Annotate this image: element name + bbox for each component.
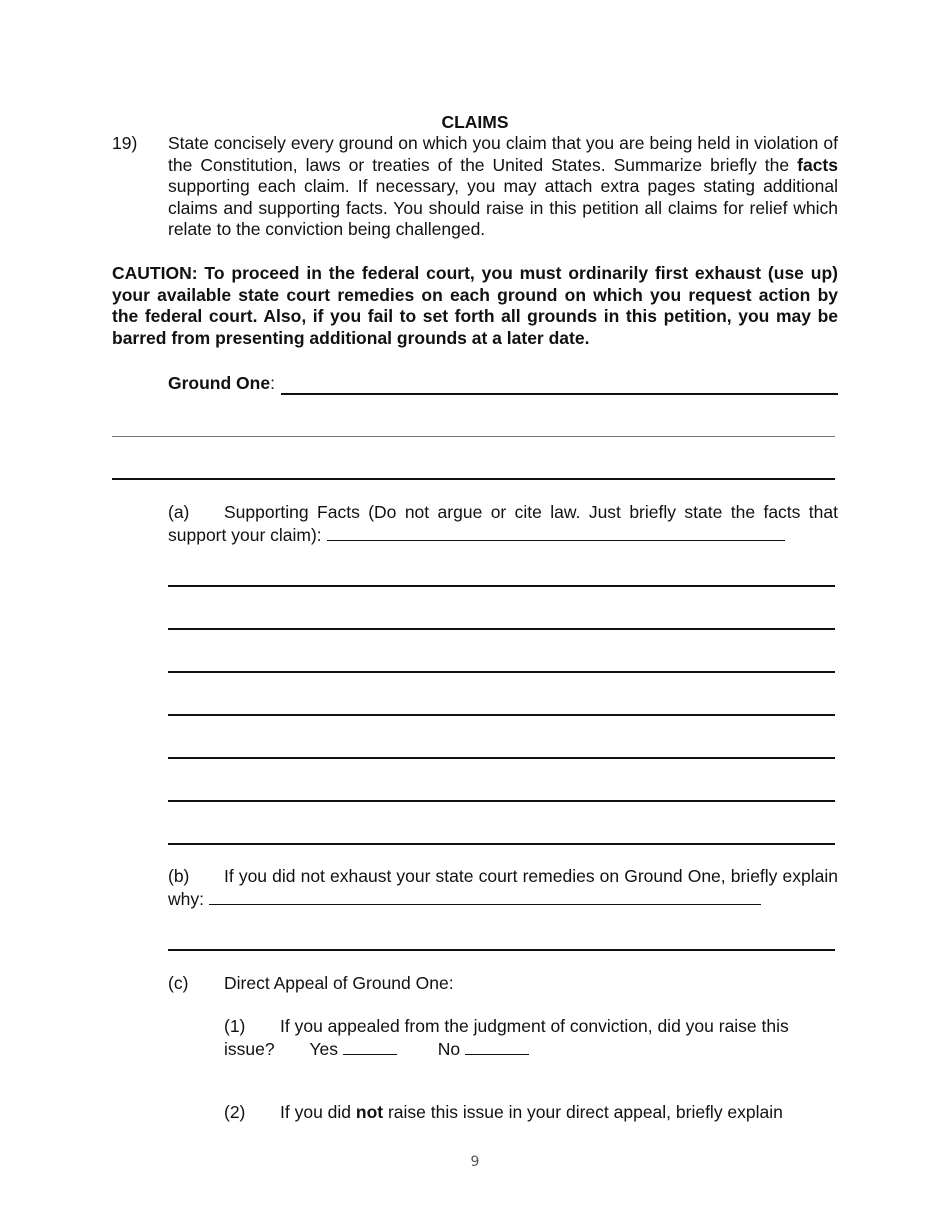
- item-c-text: Direct Appeal of Ground One:: [224, 973, 454, 993]
- item-b-letter: (b): [168, 866, 190, 886]
- item-b: [168, 866, 838, 910]
- facts-line-3[interactable]: [168, 671, 835, 673]
- item-c1-text: If you appealed from the judgment of conviction, did you raise this issue?: [224, 1016, 789, 1059]
- item-b-inline-field[interactable]: [209, 888, 761, 905]
- no-field[interactable]: [465, 1038, 529, 1055]
- item-a: [168, 502, 838, 546]
- item-b-text: If you did not exhaust your state court remedies on Ground One, briefly explain why:: [168, 866, 838, 909]
- question-19-text-bold: facts: [797, 154, 838, 175]
- item-c2-number: (2): [224, 1102, 246, 1122]
- item-c2-text-bold: not: [355, 1102, 384, 1122]
- item-c1: [224, 1016, 838, 1060]
- question-19-text-part2: supporting each claim. If necessary, you may attach extra pages stating additional claims and supporting facts. You should raise in this petition all claims for relief which relate to the conviction being challenged.: [168, 176, 838, 239]
- no-label: No: [437, 1038, 461, 1059]
- item-c1-number: (1): [224, 1016, 246, 1036]
- facts-line-5[interactable]: [168, 757, 835, 759]
- ground-one-row: [168, 373, 838, 395]
- facts-line-6[interactable]: [168, 800, 835, 802]
- ground-one-label: Ground One: [168, 373, 271, 393]
- item-c2: [224, 1102, 838, 1124]
- ground-one-line-2[interactable]: [112, 436, 835, 437]
- facts-line-2[interactable]: [168, 628, 835, 630]
- yes-field[interactable]: [343, 1038, 397, 1055]
- ground-one-field[interactable]: [281, 375, 838, 395]
- item-c: [168, 973, 838, 995]
- question-19-text-part1: State concisely every ground on which you claim that you are being held in violation of the Constitution, laws or treaties of the United States. Summarize briefly the: [168, 133, 838, 175]
- item-b-line[interactable]: [168, 949, 835, 951]
- item-a-letter: (a): [168, 502, 190, 522]
- facts-line-4[interactable]: [168, 714, 835, 716]
- item-a-text: Supporting Facts (Do not argue or cite law. Just briefly state the facts that support your claim):: [168, 502, 838, 545]
- item-c2-text-part2: raise this issue in your direct appeal, briefly explain: [383, 1102, 783, 1122]
- question-number: 19): [112, 133, 138, 153]
- facts-line-7[interactable]: [168, 843, 835, 845]
- item-a-inline-field[interactable]: [327, 524, 785, 541]
- ground-one-line-3[interactable]: [112, 478, 835, 480]
- question-19-text: [168, 133, 838, 241]
- facts-line-1[interactable]: [168, 585, 835, 587]
- yes-label: Yes: [309, 1038, 339, 1059]
- page-number: 9: [470, 1154, 480, 1170]
- page-title: CLAIMS: [441, 112, 509, 132]
- item-c2-text-part1: If you did: [280, 1102, 356, 1122]
- caution-notice: CAUTION: To proceed in the federal court, you must ordinarily first exhaust (use up) your available state court remedies on each ground on which you request action by the federal court. Also, if you fail to set forth all grounds in this petition, you may be barred from presenting additional grounds at a later date.: [112, 263, 838, 348]
- item-c-letter: (c): [168, 973, 189, 993]
- ground-one-colon: :: [270, 373, 275, 393]
